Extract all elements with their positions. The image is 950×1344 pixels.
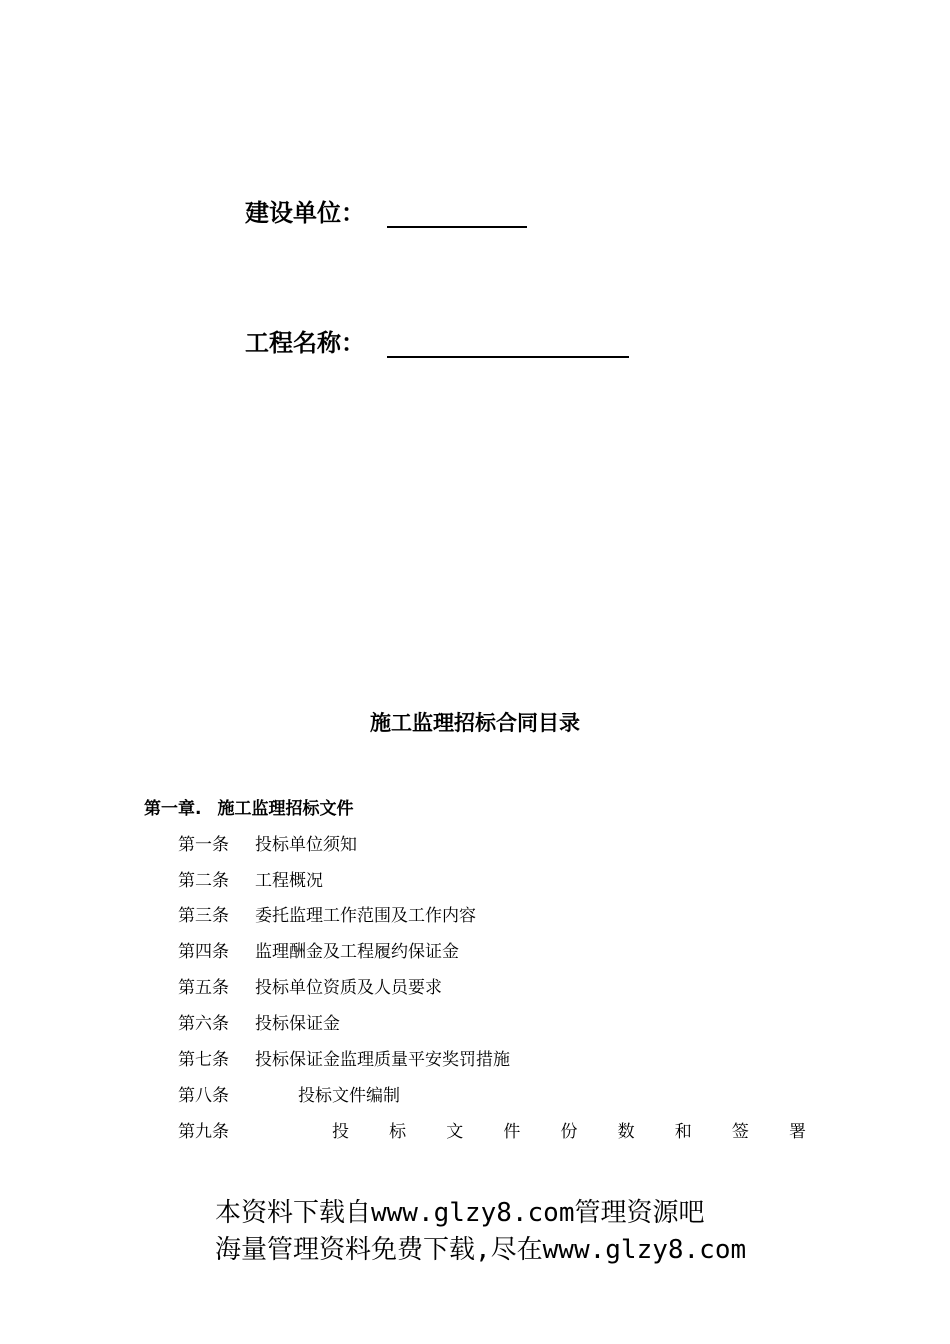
toc-item-char: 文 [446, 1122, 464, 1142]
construction-unit-label: 建设单位： [245, 199, 365, 227]
toc-item-char: 份 [560, 1122, 578, 1142]
toc-item-char: 件 [503, 1122, 521, 1142]
toc-item-char: 数 [617, 1122, 635, 1142]
toc-item [178, 939, 459, 965]
toc-item-number: 第七条 [178, 1050, 229, 1070]
project-name-label: 工程名称： [245, 329, 365, 357]
toc-item-char: 和 [674, 1122, 692, 1142]
toc-item-text: 投标保证金监理质量平安奖罚措施 [255, 1050, 510, 1070]
toc-item-char: 签 [731, 1122, 749, 1142]
construction-unit-blank-line [387, 200, 527, 228]
project-name-field [245, 328, 629, 358]
project-name-blank-line [387, 330, 629, 358]
watermark-line-2: 海量管理资料免费下载,尽在www.glzy8.com [215, 1235, 747, 1265]
toc-item-number: 第六条 [178, 1014, 229, 1034]
toc-item [178, 903, 476, 929]
toc-item-number: 第九条 [178, 1122, 229, 1142]
toc-item-text: 投标单位资质及人员要求 [255, 978, 442, 998]
toc-item-char: 署 [789, 1122, 806, 1142]
toc-item-text: 监理酬金及工程履约保证金 [255, 942, 459, 962]
toc-item [178, 1047, 510, 1073]
toc-item [178, 868, 323, 894]
toc-item [178, 1083, 400, 1109]
toc-item-number: 第二条 [178, 871, 229, 891]
toc-item-number: 第四条 [178, 942, 229, 962]
toc-item [178, 1011, 340, 1037]
construction-unit-field [245, 198, 527, 228]
toc-item-char: 标 [389, 1122, 407, 1142]
toc-item-number: 第五条 [178, 978, 229, 998]
toc-item [178, 832, 357, 858]
toc-item-char: 投 [332, 1122, 349, 1142]
toc-item-text: 委托监理工作范围及工作内容 [255, 906, 476, 926]
watermark-line-1: 本资料下载自www.glzy8.com管理资源吧 [215, 1198, 705, 1228]
toc-item-text: 投标文件编制 [298, 1086, 400, 1106]
toc-item [178, 975, 442, 1001]
toc-item-number: 第八条 [178, 1086, 229, 1106]
toc-item-text: 工程概况 [255, 871, 323, 891]
chapter-number: 第一章. [144, 799, 202, 819]
toc-item-text: 投标单位须知 [255, 835, 357, 855]
toc-item-number: 第三条 [178, 906, 229, 926]
toc-item-text [332, 1119, 806, 1145]
toc-item-text: 投标保证金 [255, 1014, 340, 1034]
chapter-heading [144, 796, 353, 822]
toc-title: 施工监理招标合同目录 [370, 711, 580, 735]
toc-item [178, 1119, 806, 1145]
toc-item-number: 第一条 [178, 835, 229, 855]
chapter-title: 施工监理招标文件 [217, 799, 354, 819]
